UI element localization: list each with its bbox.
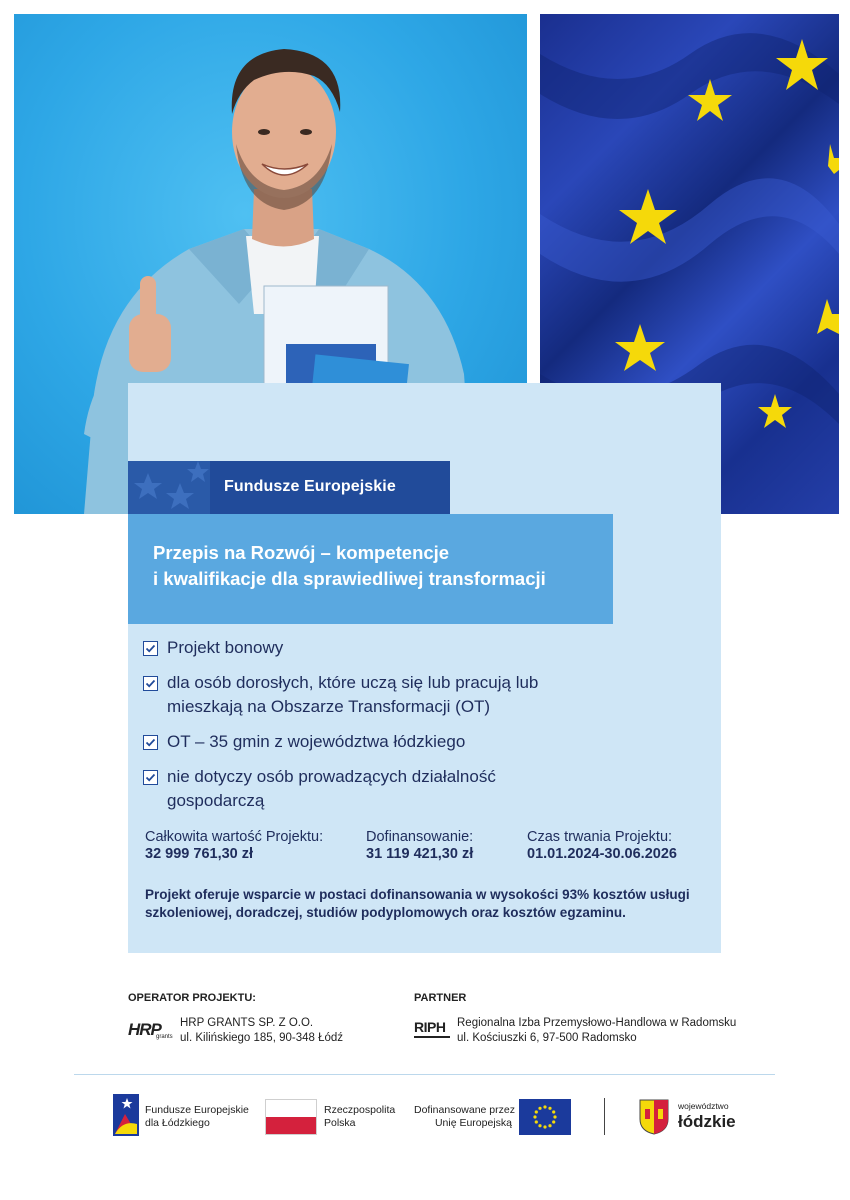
- footer-divider: [74, 1074, 775, 1075]
- checkbox-checked-icon: [143, 676, 158, 691]
- checklist-text-continued: mieszkają na Obszarze Transformacji (OT): [167, 697, 491, 716]
- stat-value: 32 999 761,30 zł: [145, 846, 254, 862]
- title-box: [128, 514, 613, 624]
- project-title-line-2: i kwalifikacje dla sprawiedliwej transformacji: [153, 568, 546, 589]
- stat-cofinancing: [366, 829, 473, 862]
- eu-logo-text-1: Dofinansowane przez: [414, 1104, 515, 1116]
- stat-label: Całkowita wartość Projektu:: [145, 829, 324, 845]
- eu-stars-pattern: [128, 461, 210, 514]
- operator-logo: [128, 1020, 172, 1042]
- checkbox-checked-icon: [143, 641, 158, 656]
- eu-logo-text-2: Unię Europejską: [434, 1117, 512, 1129]
- checklist-text: nie dotyczy osób prowadzących działalność: [167, 767, 496, 786]
- program-label-bar: [128, 461, 450, 514]
- stat-duration: [527, 829, 677, 862]
- stat-value: 31 119 421,30 zł: [366, 846, 474, 862]
- program-label: Fundusze Europejskie: [224, 478, 396, 495]
- checklist-text: OT – 35 gmin z województwa łódzkiego: [167, 732, 466, 751]
- project-description: Projekt oferuje wsparcie w postaci dofinansowania w wysokości 93% kosztów usługi szkoleniowej, doradczej, studiów podyplomowych oraz kosztów egzaminu.: [145, 887, 690, 920]
- stat-label: Czas trwania Projektu:: [527, 829, 673, 845]
- stat-label: Dofinansowanie:: [366, 829, 474, 845]
- project-title-line-1: Przepis na Rozwój – kompetencje: [153, 542, 450, 563]
- fe-logo-icon: [113, 1094, 139, 1136]
- eu-flag-icon: [519, 1099, 571, 1135]
- partner-logo: [414, 1018, 450, 1038]
- partner-name: Regionalna Izba Przemysłowo-Handlowa w Radomsku: [457, 1017, 737, 1029]
- operator-logo-text: HRP: [128, 1020, 161, 1039]
- region-label-small: województwo: [678, 1101, 729, 1111]
- region-label-big: łódzkie: [678, 1112, 736, 1131]
- stat-total-value: [145, 829, 323, 862]
- lodzkie-coat-of-arms-icon: [639, 1099, 669, 1135]
- partner-logo-text: RIPH: [414, 1019, 446, 1035]
- checklist-text: dla osób dorosłych, które uczą się lub pracują lub: [167, 673, 539, 692]
- operator-logo-sub: grants: [156, 1034, 173, 1040]
- fe-logo-text-2: dla Łódzkiego: [145, 1117, 210, 1129]
- rp-logo-text-2: Polska: [324, 1117, 356, 1129]
- checkbox-checked-icon: [143, 735, 158, 750]
- operator-heading: OPERATOR PROJEKTU:: [128, 992, 256, 1004]
- checklist-text: Projekt bonowy: [167, 638, 284, 657]
- rp-logo-text-1: Rzeczpospolita: [324, 1104, 396, 1116]
- stat-value: 01.01.2024-30.06.2026: [527, 846, 677, 862]
- operator-address: ul. Kilińskiego 185, 90-348 Łódź: [180, 1032, 344, 1044]
- operator-name: HRP GRANTS SP. Z O.O.: [180, 1017, 314, 1029]
- partner-heading: PARTNER: [414, 992, 467, 1004]
- fe-logo-text-1: Fundusze Europejskie: [145, 1104, 249, 1116]
- partner-address: ul. Kościuszki 6, 97-500 Radomsko: [457, 1032, 637, 1044]
- footer-vertical-divider: [604, 1098, 605, 1135]
- checkbox-checked-icon: [143, 770, 158, 785]
- checklist-text-continued: gospodarczą: [167, 791, 265, 810]
- polish-flag-icon: [265, 1099, 317, 1135]
